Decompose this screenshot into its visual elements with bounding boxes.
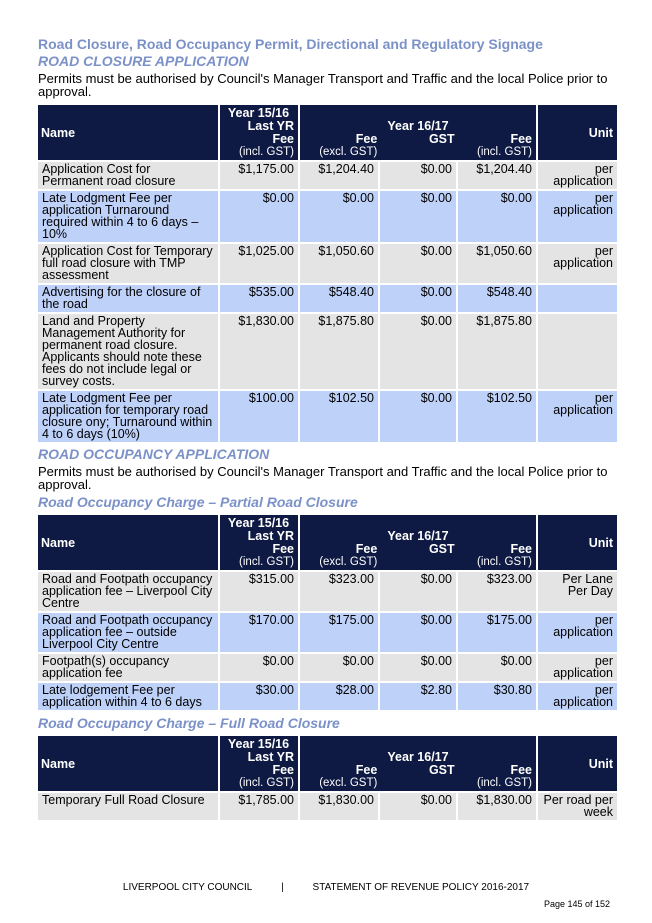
header-fee: Fee bbox=[355, 763, 378, 777]
subsection-title-full-closure: Road Occupancy Charge – Full Road Closure bbox=[38, 715, 340, 731]
row-name: Advertising for the closure of the road bbox=[38, 285, 218, 312]
header-last-yr-fee: Last YR Fee bbox=[247, 529, 294, 556]
row-fee-incl: $0.00 bbox=[458, 191, 536, 242]
header-gst: GST bbox=[428, 132, 455, 146]
row-unit: per application bbox=[538, 683, 617, 710]
header-fee: Fee bbox=[355, 542, 378, 556]
row-gst: $0.00 bbox=[380, 572, 456, 611]
row-fee-incl: $1,875.80 bbox=[458, 314, 536, 389]
row-name: Footpath(s) occupancy application fee bbox=[38, 654, 218, 681]
row-fee-excl: $1,050.60 bbox=[300, 244, 378, 283]
table-row bbox=[38, 191, 617, 242]
row-name: Application Cost for Permanent road closure bbox=[38, 162, 218, 189]
header-excl-gst: (excl. GST) bbox=[319, 146, 378, 158]
row-fee-incl: $30.80 bbox=[458, 683, 536, 710]
row-fee-excl: $0.00 bbox=[300, 654, 378, 681]
table-row bbox=[38, 793, 617, 820]
row-unit: per application bbox=[538, 391, 617, 442]
row-last-yr-fee: $535.00 bbox=[220, 285, 298, 312]
row-fee-excl: $28.00 bbox=[300, 683, 378, 710]
fee-table-road-closure bbox=[36, 103, 619, 444]
row-name: Late Lodgment Fee per application Turnaround required within 4 to 6 days – 10% bbox=[38, 191, 218, 242]
subsection-title-partial-closure: Road Occupancy Charge – Partial Road Closure bbox=[38, 494, 358, 510]
header-gst: GST bbox=[428, 763, 455, 777]
row-last-yr-fee: $1,175.00 bbox=[220, 162, 298, 189]
row-name: Land and Property Management Authority for permanent road closure. Applicants should note these fees do not include legal or survey costs. bbox=[38, 314, 218, 389]
row-name: Late Lodgment Fee per application for temporary road closure ony; Turnaround within 4 to 6 days (10%) bbox=[38, 391, 218, 442]
header-incl-gst: (incl. GST) bbox=[239, 146, 294, 158]
row-gst: $0.00 bbox=[380, 191, 456, 242]
row-gst: $0.00 bbox=[380, 285, 456, 312]
header-year-curr-group bbox=[300, 105, 536, 160]
row-fee-excl: $0.00 bbox=[300, 191, 378, 242]
row-fee-incl: $323.00 bbox=[458, 572, 536, 611]
fee-table-full-closure bbox=[36, 734, 619, 822]
header-last-yr-fee: Last YR Fee bbox=[247, 750, 294, 777]
row-gst: $0.00 bbox=[380, 162, 456, 189]
row-fee-incl: $175.00 bbox=[458, 613, 536, 652]
row-name: Application Cost for Temporary full road closure with TMP assessment bbox=[38, 244, 218, 283]
row-gst: $2.80 bbox=[380, 683, 456, 710]
row-last-yr-fee: $170.00 bbox=[220, 613, 298, 652]
header-year-prev: Year 15/16 bbox=[227, 737, 290, 751]
header-year-prev: Year 15/16 bbox=[227, 516, 290, 530]
header-incl-gst: (incl. GST) bbox=[239, 556, 294, 568]
row-unit: per application bbox=[538, 191, 617, 242]
row-fee-incl: $1,830.00 bbox=[458, 793, 536, 820]
table-row bbox=[38, 314, 617, 389]
row-fee-incl: $1,204.40 bbox=[458, 162, 536, 189]
page-number: Page 145 of 152 bbox=[543, 899, 610, 909]
row-name: Road and Footpath occupancy application fee – Liverpool City Centre bbox=[38, 572, 218, 611]
header-incl-gst-2: (incl. GST) bbox=[477, 777, 532, 789]
row-unit: per application bbox=[538, 162, 617, 189]
header-year-prev: Year 15/16 bbox=[227, 106, 290, 120]
table-row bbox=[38, 654, 617, 681]
row-gst: $0.00 bbox=[380, 244, 456, 283]
header-incl-gst: (incl. GST) bbox=[239, 777, 294, 789]
header-year-curr-group bbox=[300, 515, 536, 570]
header-year-curr: Year 16/17 bbox=[387, 529, 449, 543]
row-last-yr-fee: $1,785.00 bbox=[220, 793, 298, 820]
row-fee-incl: $548.40 bbox=[458, 285, 536, 312]
page-heading: Road Closure, Road Occupancy Permit, Directional and Regulatory Signage bbox=[38, 36, 543, 52]
section-note-road-closure: Permits must be authorised by Council's Manager Transport and Traffic and the local Police prior to approval. bbox=[38, 71, 608, 99]
table-row bbox=[38, 572, 617, 611]
row-name: Late lodgement Fee per application within 4 to 6 days bbox=[38, 683, 218, 710]
row-unit bbox=[538, 285, 617, 312]
row-name: Road and Footpath occupancy application fee – outside Liverpool City Centre bbox=[38, 613, 218, 652]
header-last-yr-fee: Last YR Fee bbox=[247, 119, 294, 146]
row-unit bbox=[538, 314, 617, 389]
row-gst: $0.00 bbox=[380, 314, 456, 389]
header-fee-incl: Fee bbox=[510, 542, 532, 556]
section-title-road-closure: ROAD CLOSURE APPLICATION bbox=[38, 53, 249, 69]
row-unit: per application bbox=[538, 244, 617, 283]
row-last-yr-fee: $1,025.00 bbox=[220, 244, 298, 283]
header-year-curr-group bbox=[300, 736, 536, 791]
page-footer bbox=[0, 882, 652, 893]
row-fee-excl: $175.00 bbox=[300, 613, 378, 652]
row-last-yr-fee: $30.00 bbox=[220, 683, 298, 710]
table-row bbox=[38, 244, 617, 283]
row-fee-excl: $548.40 bbox=[300, 285, 378, 312]
footer-council-name: LIVERPOOL CITY COUNCIL bbox=[122, 882, 253, 893]
table-row bbox=[38, 613, 617, 652]
row-fee-incl: $0.00 bbox=[458, 654, 536, 681]
row-unit: Per road per week bbox=[538, 793, 617, 820]
row-unit: per application bbox=[538, 613, 617, 652]
section-note-road-occupancy: Permits must be authorised by Council's Manager Transport and Traffic and the local Police prior to approval. bbox=[38, 464, 608, 492]
row-unit: Per Lane Per Day bbox=[538, 572, 617, 611]
header-fee-incl: Fee bbox=[510, 763, 532, 777]
header-last-yr bbox=[220, 105, 298, 160]
header-year-curr: Year 16/17 bbox=[387, 750, 449, 764]
row-gst: $0.00 bbox=[380, 613, 456, 652]
row-fee-excl: $1,830.00 bbox=[300, 793, 378, 820]
row-gst: $0.00 bbox=[380, 793, 456, 820]
header-unit: Unit bbox=[538, 736, 617, 791]
header-unit: Unit bbox=[538, 105, 617, 160]
header-unit: Unit bbox=[538, 515, 617, 570]
document-page bbox=[38, 36, 614, 822]
header-last-yr bbox=[220, 736, 298, 791]
table-row bbox=[38, 285, 617, 312]
footer-separator: | bbox=[281, 882, 284, 893]
header-name: Name bbox=[38, 515, 218, 570]
row-fee-incl: $1,050.60 bbox=[458, 244, 536, 283]
table-row bbox=[38, 162, 617, 189]
header-gst: GST bbox=[428, 542, 455, 556]
row-last-yr-fee: $0.00 bbox=[220, 654, 298, 681]
header-excl-gst: (excl. GST) bbox=[319, 777, 378, 789]
row-gst: $0.00 bbox=[380, 654, 456, 681]
section-title-road-occupancy: ROAD OCCUPANCY APPLICATION bbox=[38, 446, 270, 462]
header-fee-incl: Fee bbox=[510, 132, 532, 146]
row-fee-excl: $1,204.40 bbox=[300, 162, 378, 189]
footer-document-title: STATEMENT OF REVENUE POLICY 2016-2017 bbox=[312, 882, 530, 893]
row-last-yr-fee: $0.00 bbox=[220, 191, 298, 242]
header-last-yr bbox=[220, 515, 298, 570]
header-year-curr: Year 16/17 bbox=[387, 119, 449, 133]
header-fee: Fee bbox=[355, 132, 378, 146]
row-unit: per application bbox=[538, 654, 617, 681]
row-last-yr-fee: $100.00 bbox=[220, 391, 298, 442]
row-fee-excl: $323.00 bbox=[300, 572, 378, 611]
header-incl-gst-2: (incl. GST) bbox=[477, 146, 532, 158]
header-name: Name bbox=[38, 736, 218, 791]
header-excl-gst: (excl. GST) bbox=[319, 556, 378, 568]
row-fee-incl: $102.50 bbox=[458, 391, 536, 442]
table-row bbox=[38, 683, 617, 710]
header-name: Name bbox=[38, 105, 218, 160]
row-name: Temporary Full Road Closure bbox=[38, 793, 218, 820]
row-fee-excl: $1,875.80 bbox=[300, 314, 378, 389]
fee-table-partial-closure bbox=[36, 513, 619, 712]
row-fee-excl: $102.50 bbox=[300, 391, 378, 442]
row-last-yr-fee: $315.00 bbox=[220, 572, 298, 611]
row-last-yr-fee: $1,830.00 bbox=[220, 314, 298, 389]
header-incl-gst-2: (incl. GST) bbox=[477, 556, 532, 568]
table-row bbox=[38, 391, 617, 442]
row-gst: $0.00 bbox=[380, 391, 456, 442]
